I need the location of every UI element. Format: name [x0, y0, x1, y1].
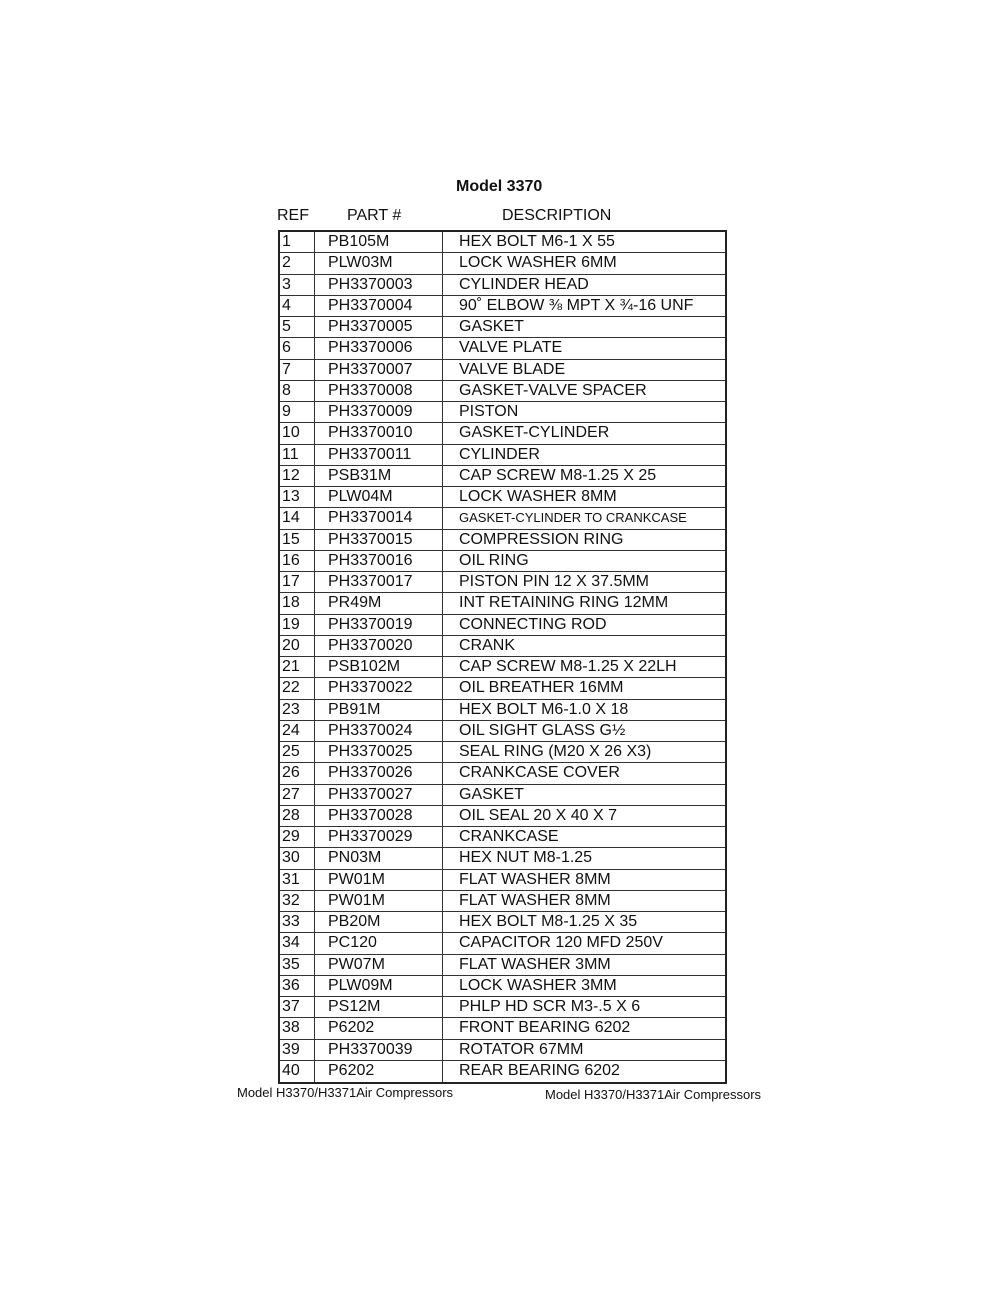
table-row	[280, 721, 725, 742]
description-cell: CYLINDER HEAD	[459, 275, 589, 293]
part-number-cell: PH3370017	[315, 572, 443, 592]
table-row	[280, 912, 725, 933]
description-cell: 90˚ ELBOW ⅜ MPT X ¾-16 UNF	[459, 296, 694, 314]
ref-cell: 30	[280, 848, 315, 868]
ref-cell: 37	[280, 997, 315, 1017]
column-header-part: PART #	[347, 207, 402, 224]
table-row	[280, 423, 725, 444]
part-number-cell: PR49M	[315, 593, 443, 613]
part-number-cell: PLW04M	[315, 487, 443, 507]
table-row	[280, 1018, 725, 1039]
table-row	[280, 870, 725, 891]
part-number-cell: PH3370003	[315, 275, 443, 295]
part-number-cell: PH3370008	[315, 381, 443, 401]
parts-table	[278, 230, 727, 1084]
description-cell: PISTON	[459, 403, 519, 420]
table-row	[280, 891, 725, 912]
description-cell: LOCK WASHER 8MM	[459, 488, 617, 505]
table-row	[280, 572, 725, 593]
part-number-cell: PH3370016	[315, 551, 443, 571]
ref-cell: 21	[280, 657, 315, 677]
table-row	[280, 955, 725, 976]
part-number-cell: PH3370014	[315, 508, 443, 528]
part-number-cell: PH3370007	[315, 360, 443, 380]
table-row	[280, 317, 725, 338]
description-cell: CRANKCASE	[459, 828, 559, 845]
ref-cell: 17	[280, 572, 315, 592]
ref-cell: 32	[280, 891, 315, 911]
part-number-cell: PH3370039	[315, 1040, 443, 1060]
table-row	[280, 785, 725, 806]
part-number-cell: PH3370025	[315, 742, 443, 762]
ref-cell: 3	[280, 275, 315, 295]
ref-cell: 35	[280, 955, 315, 975]
part-number-cell: PH3370020	[315, 636, 443, 656]
table-row	[280, 636, 725, 657]
ref-cell: 5	[280, 317, 315, 337]
ref-cell: 18	[280, 593, 315, 613]
part-number-cell: PH3370026	[315, 763, 443, 783]
table-row	[280, 402, 725, 423]
ref-cell: 6	[280, 338, 315, 358]
part-number-cell: PH3370011	[315, 445, 443, 465]
column-header-description: DESCRIPTION	[502, 207, 612, 224]
ref-cell: 29	[280, 827, 315, 847]
part-number-cell: PH3370009	[315, 402, 443, 422]
table-row	[280, 976, 725, 997]
part-number-cell: PH3370006	[315, 338, 443, 358]
table-row	[280, 296, 725, 317]
ref-cell: 24	[280, 721, 315, 741]
description-cell: HEX BOLT M8-1.25 X 35	[459, 913, 638, 930]
description-cell: HEX NUT M8-1.25	[459, 849, 593, 867]
table-row	[280, 1040, 725, 1061]
ref-cell: 22	[280, 678, 315, 698]
description-cell: FLAT WASHER 3MM	[459, 955, 611, 973]
part-number-cell: PLW03M	[315, 253, 443, 273]
description-cell: LOCK WASHER 3MM	[459, 976, 617, 994]
description-cell: OIL SEAL 20 X 40 X 7	[459, 806, 618, 824]
table-row	[280, 508, 725, 529]
description-cell: SEAL RING (M20 X 26 X3)	[459, 743, 652, 760]
table-row	[280, 742, 725, 763]
ref-cell: 40	[280, 1061, 315, 1082]
description-cell: CAP SCREW M8-1.25 X 25	[459, 466, 657, 484]
description-cell: LOCK WASHER 6MM	[459, 254, 617, 272]
part-number-cell: PB20M	[315, 912, 443, 932]
ref-cell: 2	[280, 253, 315, 273]
table-row	[280, 551, 725, 572]
ref-cell: 33	[280, 912, 315, 932]
part-number-cell: PN03M	[315, 848, 443, 868]
description-cell: OIL SIGHT GLASS G½	[459, 721, 626, 739]
table-row	[280, 933, 725, 954]
table-row	[280, 530, 725, 551]
ref-cell: 11	[280, 445, 315, 465]
part-number-cell: PH3370019	[315, 615, 443, 635]
ref-cell: 7	[280, 360, 315, 380]
footer-right: Model H3370/H3371Air Compressors	[545, 1087, 762, 1102]
part-number-cell: PH3370027	[315, 785, 443, 805]
ref-cell: 25	[280, 742, 315, 762]
ref-cell: 39	[280, 1040, 315, 1060]
description-cell: GASKET-CYLINDER TO CRANKCASE	[459, 510, 687, 526]
part-number-cell: PH3370024	[315, 721, 443, 741]
part-number-cell: PH3370028	[315, 806, 443, 826]
description-cell: FLAT WASHER 8MM	[459, 870, 611, 888]
description-cell: PISTON PIN 12 X 37.5MM	[459, 573, 649, 590]
table-row	[280, 232, 725, 253]
table-row	[280, 763, 725, 784]
table-row	[280, 466, 725, 487]
part-number-cell: PH3370022	[315, 678, 443, 698]
ref-cell: 23	[280, 700, 315, 720]
description-cell: REAR BEARING 6202	[459, 1061, 620, 1079]
title-text: Model 3370	[456, 178, 543, 195]
table-row	[280, 700, 725, 721]
description-cell: GASKET-CYLINDER	[459, 424, 610, 442]
table-row	[280, 381, 725, 402]
ref-cell: 4	[280, 296, 315, 316]
ref-cell: 15	[280, 530, 315, 550]
ref-cell: 12	[280, 466, 315, 486]
description-cell: FRONT BEARING 6202	[459, 1019, 631, 1037]
table-row	[280, 806, 725, 827]
part-number-cell: PH3370010	[315, 423, 443, 443]
table-row	[280, 827, 725, 848]
description-cell: COMPRESSION RING	[459, 530, 624, 548]
part-number-cell: PH3370015	[315, 530, 443, 550]
part-number-cell: PSB102M	[315, 657, 443, 677]
table-row	[280, 445, 725, 466]
part-number-cell: PB91M	[315, 700, 443, 720]
table-row	[280, 678, 725, 699]
description-cell: CRANK	[459, 636, 516, 654]
ref-cell: 34	[280, 933, 315, 953]
description-cell: CONNECTING ROD	[459, 615, 607, 633]
table-row	[280, 657, 725, 678]
ref-cell: 16	[280, 551, 315, 571]
description-cell: FLAT WASHER 8MM	[459, 891, 611, 909]
part-number-cell: PB105M	[315, 232, 443, 252]
part-number-cell: PS12M	[315, 997, 443, 1017]
part-number-cell: PH3370029	[315, 827, 443, 847]
table-row	[280, 338, 725, 359]
description-cell: ROTATOR 67MM	[459, 1040, 584, 1058]
part-number-cell: PLW09M	[315, 976, 443, 996]
ref-cell: 36	[280, 976, 315, 996]
table-row	[280, 487, 725, 508]
ref-cell: 38	[280, 1018, 315, 1038]
description-cell: CAPACITOR 120 MFD 250V	[459, 934, 663, 952]
description-cell: CAP SCREW M8-1.25 X 22LH	[459, 658, 677, 675]
table-row	[280, 848, 725, 869]
ref-cell: 27	[280, 785, 315, 805]
part-number-cell: PW01M	[315, 870, 443, 890]
table-row	[280, 1061, 725, 1082]
table-row	[280, 360, 725, 381]
part-number-cell: PW01M	[315, 891, 443, 911]
ref-cell: 26	[280, 763, 315, 783]
description-cell: GASKET	[459, 318, 524, 335]
description-cell: VALVE BLADE	[459, 360, 566, 378]
ref-cell: 31	[280, 870, 315, 890]
table-row	[280, 997, 725, 1018]
footer-left: Model H3370/H3371Air Compressors	[237, 1085, 454, 1100]
table-row	[280, 615, 725, 636]
part-number-cell: PC120	[315, 933, 443, 953]
part-number-cell: PSB31M	[315, 466, 443, 486]
description-cell: CYLINDER	[459, 445, 540, 463]
description-cell: GASKET-VALVE SPACER	[459, 381, 647, 399]
column-header-ref: REF	[277, 207, 309, 224]
description-cell: GASKET	[459, 785, 524, 803]
table-row	[280, 253, 725, 274]
table-row	[280, 275, 725, 296]
description-cell: VALVE PLATE	[459, 339, 563, 357]
ref-cell: 13	[280, 487, 315, 507]
part-number-cell: PW07M	[315, 955, 443, 975]
description-cell: INT RETAINING RING 12MM	[459, 594, 669, 612]
ref-cell: 28	[280, 806, 315, 826]
ref-cell: 1	[280, 232, 315, 252]
part-number-cell: P6202	[315, 1061, 443, 1082]
description-cell: OIL BREATHER 16MM	[459, 679, 624, 697]
description-cell: OIL RING	[459, 551, 529, 569]
ref-cell: 9	[280, 402, 315, 422]
ref-cell: 14	[280, 508, 315, 528]
ref-cell: 10	[280, 423, 315, 443]
part-number-cell: PH3370005	[315, 317, 443, 337]
part-number-cell: PH3370004	[315, 296, 443, 316]
ref-cell: 20	[280, 636, 315, 656]
table-row	[280, 593, 725, 614]
description-cell: PHLP HD SCR M3-.5 X 6	[459, 998, 641, 1015]
description-cell: CRANKCASE COVER	[459, 764, 620, 782]
description-cell: HEX BOLT M6-1.0 X 18	[459, 700, 629, 718]
description-cell: HEX BOLT M6-1 X 55	[459, 233, 615, 250]
ref-cell: 19	[280, 615, 315, 635]
part-number-cell: P6202	[315, 1018, 443, 1038]
ref-cell: 8	[280, 381, 315, 401]
